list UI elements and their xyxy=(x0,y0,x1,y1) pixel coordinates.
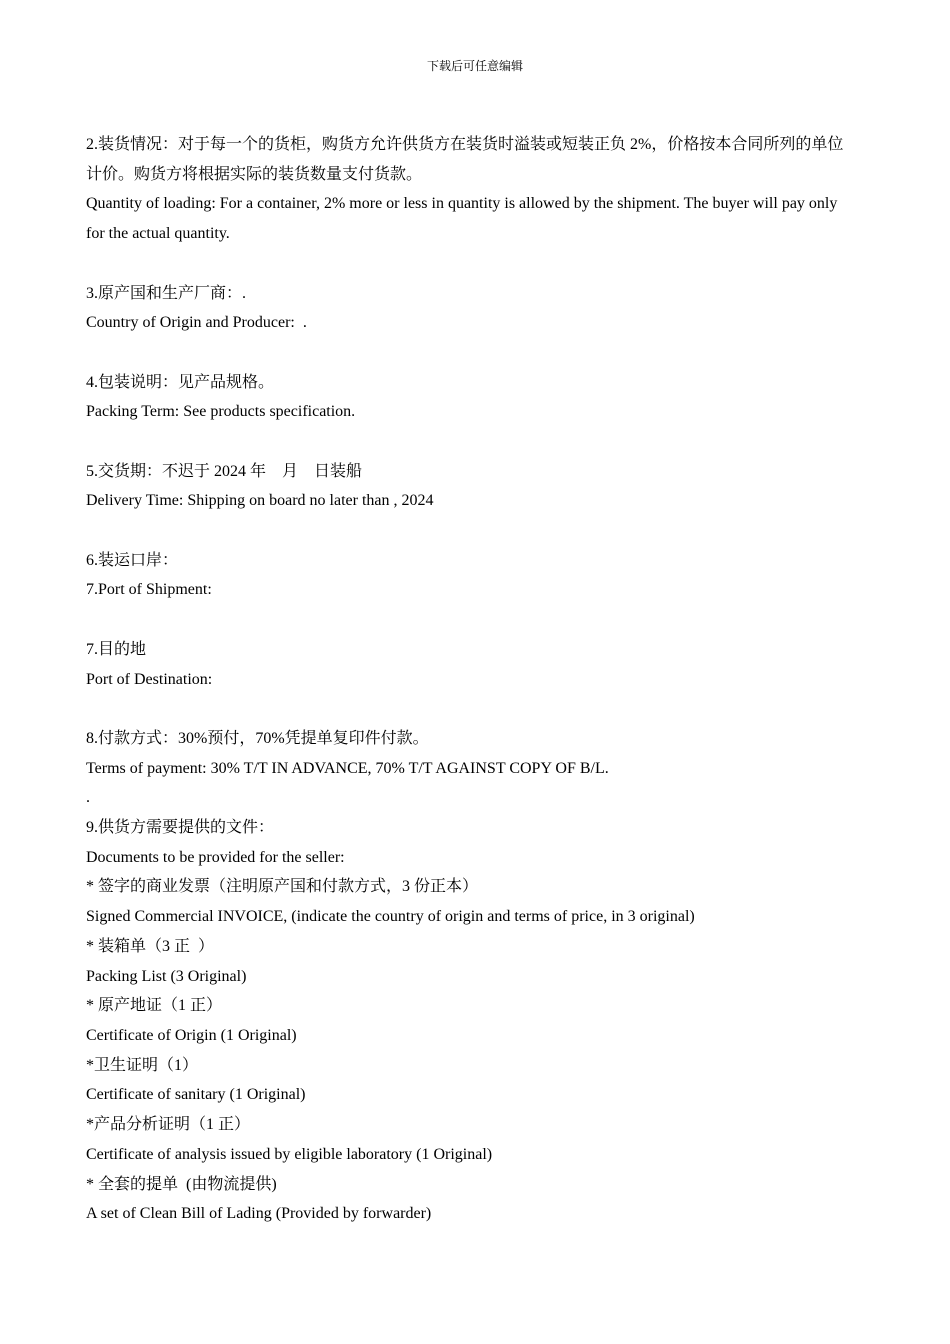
port-shipment-en: 7.Port of Shipment: xyxy=(86,581,212,599)
delivery-clause-en: Delivery Time: Shipping on board no later than , 2024 xyxy=(86,492,434,510)
document-item-en: A set of Clean Bill of Lading (Provided by forwarder) xyxy=(86,1205,432,1223)
payment-clause-en: Terms of payment: 30% T/T IN ADVANCE, 70% T/T AGAINST COPY OF B/L. xyxy=(86,759,609,777)
spacer xyxy=(86,249,856,279)
document-item-zh: *卫生证明（1） xyxy=(86,1056,199,1074)
packing-clause-zh: 4.包装说明：见产品规格。 xyxy=(86,373,275,391)
documents-heading-en: Documents to be provided for the seller: xyxy=(86,848,345,866)
document-item-zh: * 原产地证（1 正） xyxy=(86,997,223,1015)
page-header: 下载后可任意编辑 xyxy=(426,59,523,73)
delivery-clause-zh: 5.交货期：不迟于 2024 年 月 日装船 xyxy=(86,462,363,480)
document-item-zh: * 装箱单（3 正 ） xyxy=(86,937,215,955)
document-item-en: Certificate of sanitary (1 Original) xyxy=(86,1086,306,1104)
document-item-en: Certificate of analysis issued by eligible laboratory (1 Original) xyxy=(86,1145,493,1163)
payment-dot: . xyxy=(86,789,90,807)
destination-zh: 7.目的地 xyxy=(86,640,147,658)
document-item-en: Signed Commercial INVOICE, (indicate the country of origin and terms of price, in 3 original) xyxy=(86,908,695,926)
spacer xyxy=(86,427,856,457)
document-item-en: Packing List (3 Original) xyxy=(86,967,247,985)
spacer xyxy=(86,338,856,368)
loading-clause-zh: 2.装货情况：对于每一个的货柜，购货方允许供货方在装货时溢装或短装正负 2%，价格按本合同所列的单位计价。购货方将根据实际的装货数量支付货款。 xyxy=(86,136,844,183)
loading-clause-en: Quantity of loading: For a container, 2% more or less in quantity is allowed by the shipment. The buyer will pay only for the actual quantity. xyxy=(86,195,838,243)
document-item-zh: * 签字的商业发票（注明原产国和付款方式，3 份正本） xyxy=(86,878,479,896)
destination-en: Port of Destination: xyxy=(86,670,213,688)
contract-body xyxy=(86,130,856,1229)
spacer xyxy=(86,605,856,635)
port-shipment-zh: 6.装运口岸： xyxy=(86,551,179,569)
spacer xyxy=(86,516,856,546)
origin-clause-zh: 3.原产国和生产厂商：. xyxy=(86,284,247,302)
packing-clause-en: Packing Term: See products specification. xyxy=(86,403,356,421)
origin-clause-en: Country of Origin and Producer: . xyxy=(86,314,307,332)
document-item-en: Certificate of Origin (1 Original) xyxy=(86,1027,297,1044)
documents-heading-zh: 9.供货方需要提供的文件： xyxy=(86,819,275,837)
document-item-zh: *产品分析证明（1 正） xyxy=(86,1116,251,1134)
payment-clause-zh: 8.付款方式：30%预付，70%凭提单复印件付款。 xyxy=(86,729,429,747)
document-item-zh: * 全套的提单 (由物流提供) xyxy=(86,1175,277,1193)
spacer xyxy=(86,694,856,724)
